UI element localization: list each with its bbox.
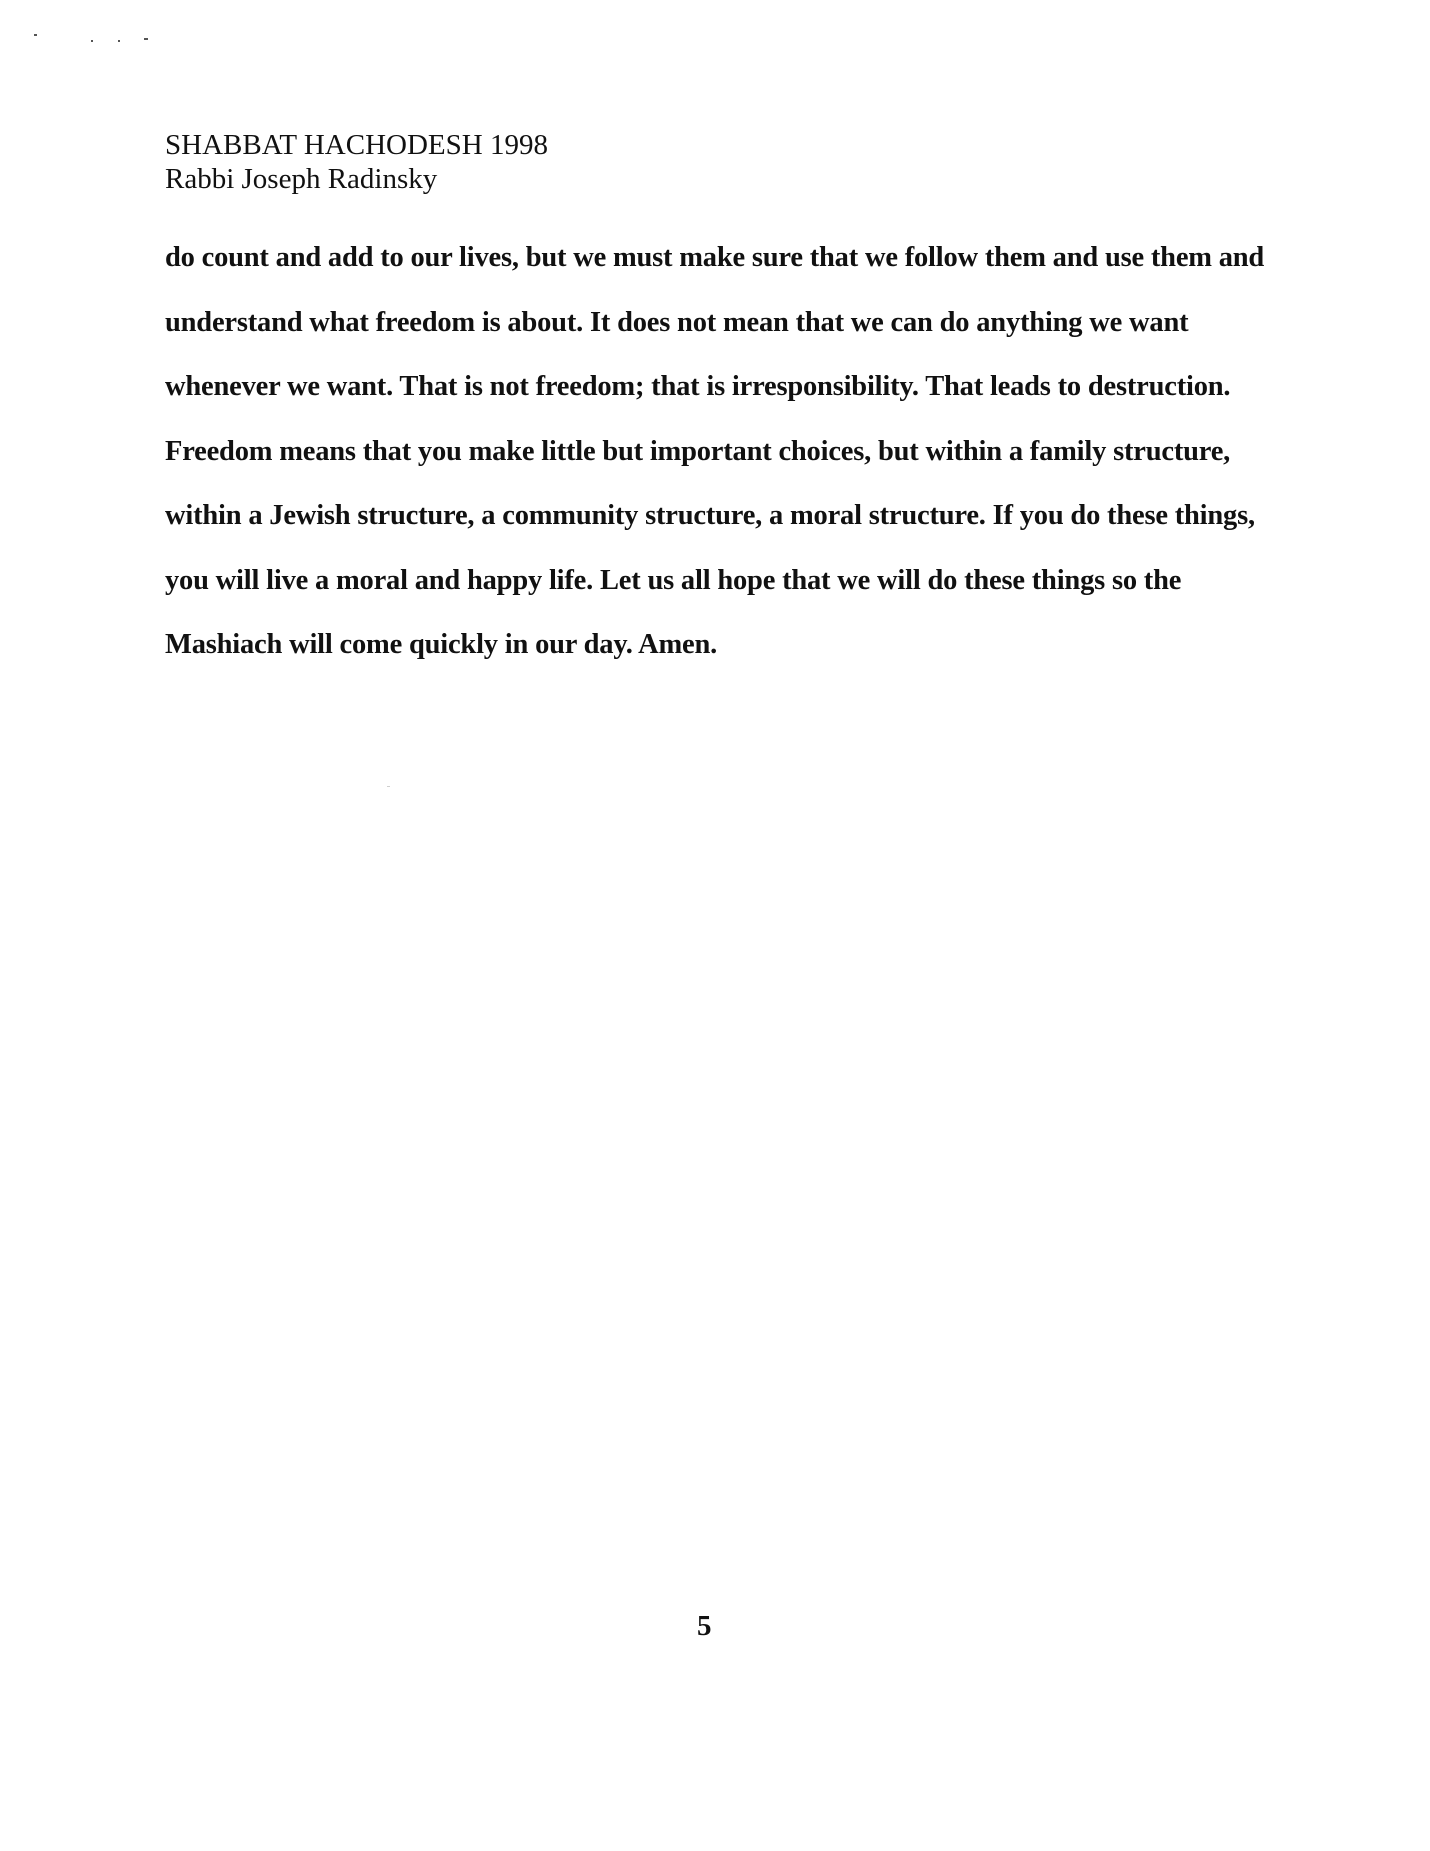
- speck: [118, 40, 120, 42]
- body-line: Freedom means that you make little but important choices, but within a family structure,: [165, 435, 1231, 467]
- speck: [34, 34, 37, 36]
- document-title: SHABBAT HACHODESH 1998: [165, 129, 548, 161]
- body-line: do count and add to our lives, but we must make sure that we follow them and use them and: [165, 242, 1265, 273]
- speck: [91, 40, 93, 42]
- speck: [144, 38, 148, 40]
- body-line: you will live a moral and happy life. Let us all hope that we will do these things so the: [165, 564, 1182, 596]
- body-line: Mashiach will come quickly in our day. Amen.: [165, 629, 718, 660]
- body-line: whenever we want. That is not freedom; that is irresponsibility. That leads to destruction.: [165, 371, 1231, 402]
- document-header: [165, 128, 548, 196]
- scan-artifact: [387, 786, 390, 787]
- document-author: Rabbi Joseph Radinsky: [165, 163, 438, 195]
- body-line: understand what freedom is about. It does not mean that we can do anything we want: [165, 306, 1189, 338]
- body-paragraph: [165, 226, 1285, 678]
- page-number: 5: [697, 1610, 712, 1642]
- body-line: within a Jewish structure, a community structure, a moral structure. If you do these things,: [165, 500, 1255, 531]
